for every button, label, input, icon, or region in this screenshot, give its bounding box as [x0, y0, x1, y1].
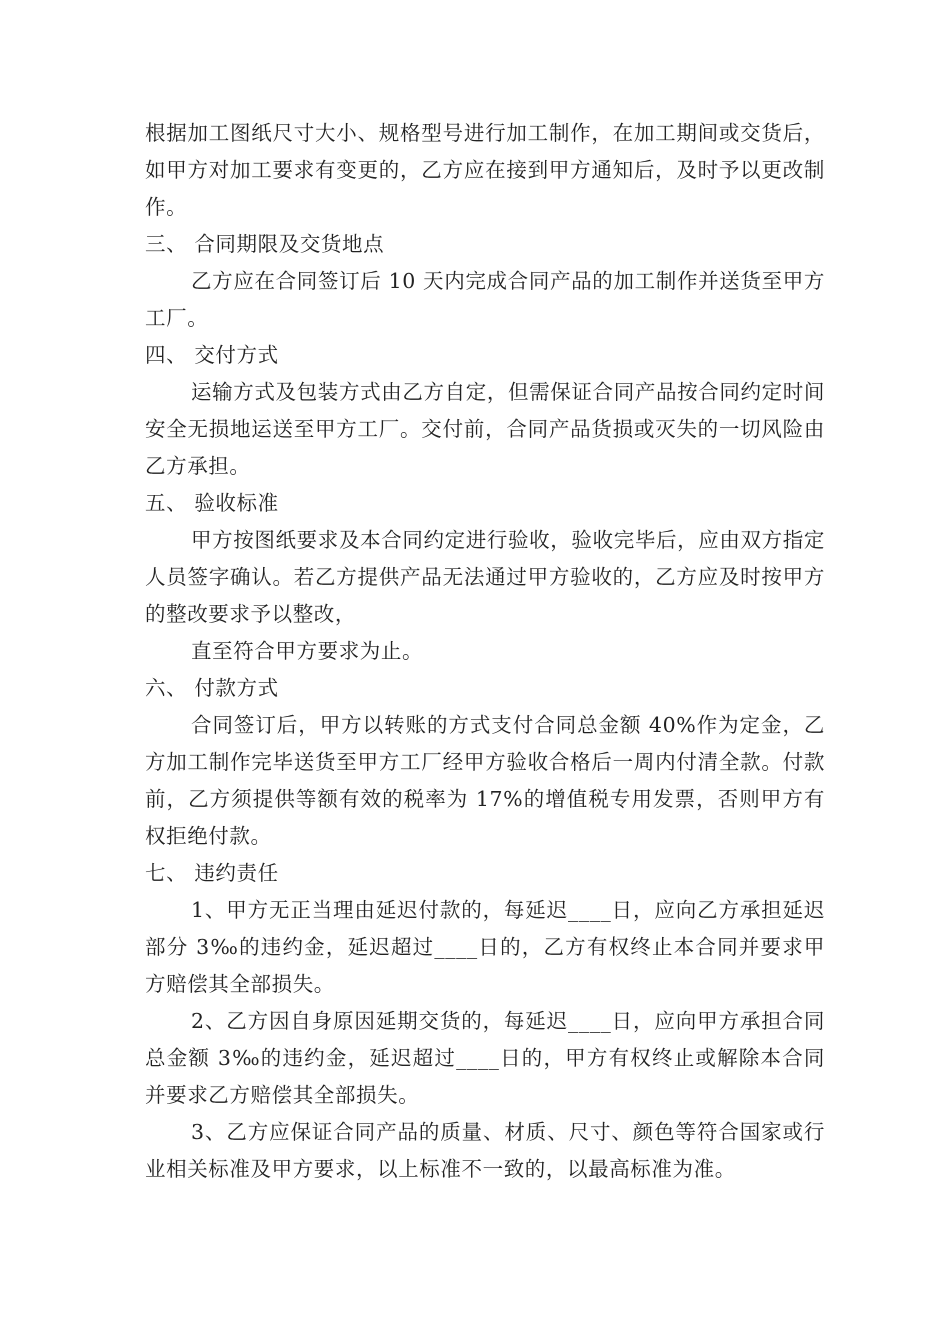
paragraph: 2、乙方因自身原因延期交货的，每延迟____日，应向甲方承担合同总金额 3‰的违约金，延迟超过____日的，甲方有权终止或解除本合同并要求乙方赔偿其全部损失。 [145, 1009, 825, 1107]
paragraph: 1、甲方无正当理由延迟付款的，每延迟____日，应向乙方承担延迟部分 3‰的违约金，延迟超过____日的，乙方有权终止本合同并要求甲方赔偿其全部损失。 [145, 898, 825, 996]
section-heading-term: 三、 合同期限及交货地点 [145, 232, 385, 256]
paragraph: 运输方式及包装方式由乙方自定，但需保证合同产品按合同约定时间安全无损地运送至甲方工厂。交付前，合同产品货损或灭失的一切风险由乙方承担。 [145, 380, 825, 478]
section-heading-payment: 六、 付款方式 [145, 676, 279, 700]
paragraph: 乙方应在合同签订后 10 天内完成合同产品的加工制作并送货至甲方工厂。 [145, 269, 825, 330]
section-heading-acceptance: 五、 验收标准 [145, 491, 279, 515]
paragraph: 合同签订后，甲方以转账的方式支付合同总金额 40%作为定金，乙方加工制作完毕送货至甲方工厂经甲方验收合格后一周内付清全款。付款前，乙方须提供等额有效的税率为 17%的增值税专用发票，否则甲方有权拒绝付款。 [145, 713, 825, 848]
paragraph: 3、乙方应保证合同产品的质量、材质、尺寸、颜色等符合国家或行业相关标准及甲方要求，以上标准不一致的，以最高标准为准。 [145, 1120, 825, 1181]
paragraph-continued: 根据加工图纸尺寸大小、规格型号进行加工制作，在加工期间或交货后，如甲方对加工要求有变更的，乙方应在接到甲方通知后，及时予以更改制作。 [145, 121, 825, 219]
paragraph: 甲方按图纸要求及本合同约定进行验收，验收完毕后，应由双方指定人员签字确认。若乙方提供产品无法通过甲方验收的，乙方应及时按甲方的整改要求予以整改， [145, 528, 825, 626]
section-heading-delivery: 四、 交付方式 [145, 343, 279, 367]
paragraph: 直至符合甲方要求为止。 [191, 639, 424, 663]
section-heading-liability: 七、 违约责任 [145, 861, 279, 885]
document-body [145, 115, 825, 1188]
